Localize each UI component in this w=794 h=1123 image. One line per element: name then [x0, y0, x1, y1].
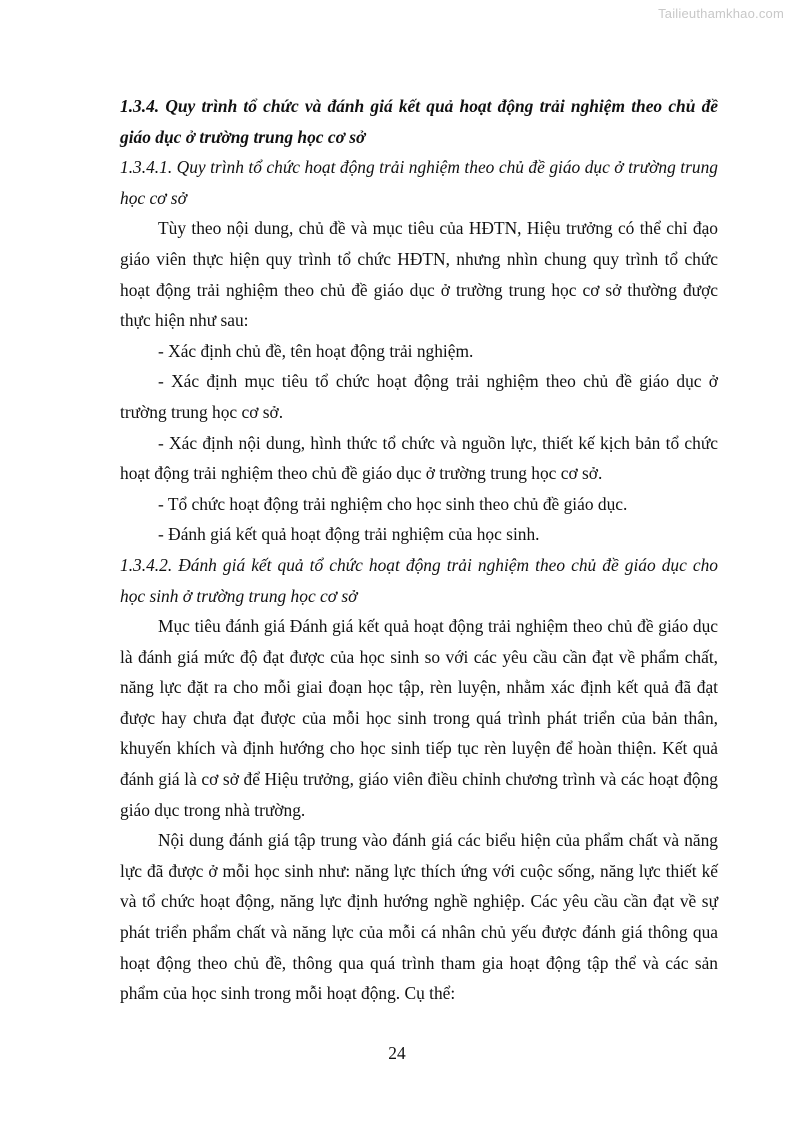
body-paragraph: Nội dung đánh giá tập trung vào đánh giá các biểu hiện của phẩm chất và năng lực đã được ở mỗi học sinh như: năng lực thích ứng với cuộc sống, năng lực thiết kế và tổ chức hoạt động, năng lực định hướng nghề nghiệp. Các yêu cầu cần đạt về sự phát triển phẩm chất và năng lực của mỗi cá nhân chủ yếu được đánh giá thông qua hoạt động theo chủ đề, thông qua quá trình tham gia hoạt động tập thể và các sản phẩm của học sinh trong mỗi hoạt động. Cụ thể: — [120, 830, 718, 1004]
step-item: - Tổ chức hoạt động trải nghiệm cho học sinh theo chủ đề giáo dục. — [158, 493, 628, 514]
step-item: - Xác định nội dung, hình thức tổ chức và nguồn lực, thiết kế kịch bản tổ chức hoạt động trải nghiệm theo chủ đề giáo dục ở trường trung học cơ sở. — [120, 432, 718, 484]
step-item: - Xác định chủ đề, tên hoạt động trải nghiệm. — [158, 340, 474, 361]
body-paragraph: Mục tiêu đánh giá Đánh giá kết quả hoạt động trải nghiệm theo chủ đề giáo dục là đánh giá mức độ đạt được của học sinh so với các yêu cầu cần đạt về phẩm chất, năng lực đặt ra cho mỗi giai đoạn học tập, rèn luyện, nhằm xác định kết quả đã đạt được hay chưa đạt được của mỗi học sinh trong quá trình phát triển của bản thân, khuyến khích và định hướng cho học sinh tiếp tục rèn luyện để hoàn thiện. Kết quả đánh giá là cơ sở để Hiệu trưởng, giáo viên điều chỉnh chương trình và các hoạt động giáo dục trong nhà trường. — [120, 616, 718, 820]
section-heading: 1.3.4. Quy trình tổ chức và đánh giá kết quả hoạt động trải nghiệm theo chủ đề giáo dục ở trường trung học cơ sở — [120, 96, 718, 147]
subsection-heading-2: 1.3.4.2. Đánh giá kết quả tổ chức hoạt động trải nghiệm theo chủ đề giáo dục cho học sinh ở trường trung học cơ sở — [120, 554, 718, 606]
step-item: - Xác định mục tiêu tổ chức hoạt động trải nghiệm theo chủ đề giáo dục ở trường trung học cơ sở. — [120, 371, 718, 422]
subsection-heading-1: 1.3.4.1. Quy trình tổ chức hoạt động trải nghiệm theo chủ đề giáo dục ở trường trung học cơ sở — [120, 157, 718, 208]
page-number: 24 — [388, 1043, 406, 1063]
document-body — [120, 91, 718, 1009]
step-item: - Đánh giá kết quả hoạt động trải nghiệm của học sinh. — [158, 524, 540, 545]
watermark-text: Tailieuthamkhao.com — [658, 6, 784, 21]
intro-paragraph: Tùy theo nội dung, chủ đề và mục tiêu của HĐTN, Hiệu trưởng có thể chỉ đạo giáo viên thực hiện quy trình tổ chức HĐTN, nhưng nhìn chung quy trình tổ chức hoạt động trải nghiệm theo chủ đề giáo dục ở trường trung học cơ sở thường được thực hiện như sau: — [120, 218, 718, 331]
